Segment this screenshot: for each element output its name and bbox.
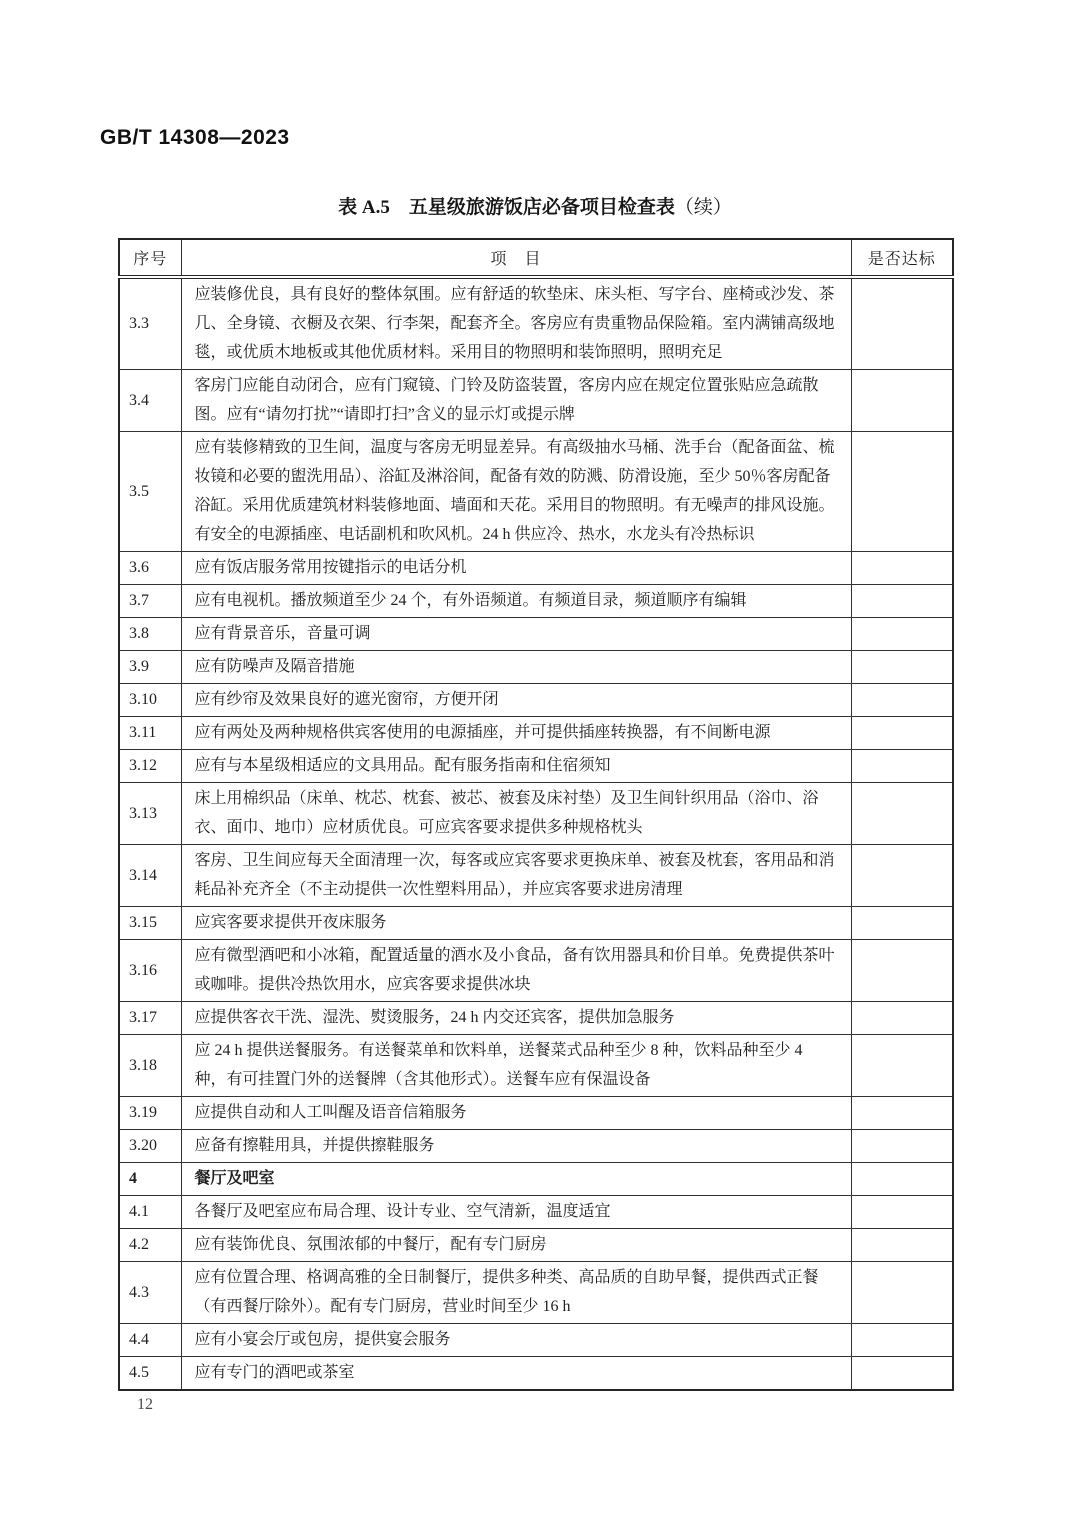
row-status-cell <box>851 1229 953 1262</box>
row-number: 3.20 <box>119 1130 181 1163</box>
row-number: 3.18 <box>119 1035 181 1097</box>
row-status-cell <box>851 1196 953 1229</box>
row-status-cell <box>851 1324 953 1357</box>
table-row <box>119 1229 953 1262</box>
table-row <box>119 277 953 370</box>
table-row <box>119 432 953 552</box>
row-number: 4.3 <box>119 1262 181 1324</box>
table-title-continued-suffix: （续） <box>674 197 732 218</box>
row-item-text: 床上用棉织品（床单、枕芯、枕套、被芯、被套及床衬垫）及卫生间针织用品（浴巾、浴衣、面巾、地巾）应材质优良。可应宾客要求提供多种规格枕头 <box>181 783 851 845</box>
row-status-cell <box>851 277 953 370</box>
row-status-cell <box>851 370 953 432</box>
standard-number: GB/T 14308—2023 <box>100 126 290 149</box>
row-item-text: 应宾客要求提供开夜床服务 <box>181 907 851 940</box>
row-status-cell <box>851 907 953 940</box>
table-row <box>119 783 953 845</box>
row-item-text: 客房、卫生间应每天全面清理一次，每客或应宾客要求更换床单、被套及枕套，客用品和消耗品补充齐全（不主动提供一次性塑料用品），并应宾客要求进房清理 <box>181 845 851 907</box>
table-row <box>119 1324 953 1357</box>
table-row <box>119 1163 953 1196</box>
row-number: 3.12 <box>119 750 181 783</box>
table-row <box>119 1002 953 1035</box>
row-item-text: 应 24 h 提供送餐服务。有送餐菜单和饮料单，送餐菜式品种至少 8 种，饮料品种至少 4 种，有可挂置门外的送餐牌（含其他形式）。送餐车应有保温设备 <box>181 1035 851 1097</box>
row-status-cell <box>851 1163 953 1196</box>
table-row <box>119 1130 953 1163</box>
row-status-cell <box>851 717 953 750</box>
row-item-text: 应有背景音乐，音量可调 <box>181 618 851 651</box>
row-item-text: 餐厅及吧室 <box>181 1163 851 1196</box>
row-item-text: 应有位置合理、格调高雅的全日制餐厅，提供多种类、高品质的自助早餐，提供西式正餐（有西餐厅除外）。配有专门厨房，营业时间至少 16 h <box>181 1262 851 1324</box>
row-number: 3.19 <box>119 1097 181 1130</box>
row-status-cell <box>851 1262 953 1324</box>
row-number: 3.13 <box>119 783 181 845</box>
column-header-no: 序号 <box>119 239 181 277</box>
row-status-cell <box>851 1130 953 1163</box>
table-header-row <box>119 239 953 277</box>
table-row <box>119 1035 953 1097</box>
row-item-text: 应有微型酒吧和小冰箱，配置适量的酒水及小食品，备有饮用器具和价目单。免费提供茶叶或咖啡。提供冷热饮用水，应宾客要求提供冰块 <box>181 940 851 1002</box>
table-row <box>119 585 953 618</box>
table-row <box>119 684 953 717</box>
checklist-table <box>118 238 954 1391</box>
row-status-cell <box>851 618 953 651</box>
row-number: 3.7 <box>119 585 181 618</box>
row-number: 3.15 <box>119 907 181 940</box>
row-item-text: 应有与本星级相适应的文具用品。配有服务指南和住宿须知 <box>181 750 851 783</box>
row-item-text: 应有装饰优良、氛围浓郁的中餐厅，配有专门厨房 <box>181 1229 851 1262</box>
row-number: 3.10 <box>119 684 181 717</box>
table-row <box>119 370 953 432</box>
row-item-text: 应有两处及两种规格供宾客使用的电源插座，并可提供插座转换器，有不间断电源 <box>181 717 851 750</box>
column-header-status: 是否达标 <box>851 239 953 277</box>
row-number: 4.5 <box>119 1357 181 1391</box>
row-item-text: 应备有擦鞋用具，并提供擦鞋服务 <box>181 1130 851 1163</box>
checklist-body <box>119 277 953 1390</box>
page-number: 12 <box>137 1396 153 1413</box>
row-item-text: 应有专门的酒吧或茶室 <box>181 1357 851 1391</box>
row-item-text: 应有小宴会厅或包房，提供宴会服务 <box>181 1324 851 1357</box>
table-row <box>119 1357 953 1391</box>
column-header-item: 项 目 <box>181 239 851 277</box>
table-title <box>118 192 952 219</box>
row-number: 4.2 <box>119 1229 181 1262</box>
row-number: 3.8 <box>119 618 181 651</box>
row-item-text: 应有纱帘及效果良好的遮光窗帘，方便开闭 <box>181 684 851 717</box>
row-item-text: 应提供客衣干洗、湿洗、熨烫服务，24 h 内交还宾客，提供加急服务 <box>181 1002 851 1035</box>
row-item-text: 各餐厅及吧室应布局合理、设计专业、空气清新，温度适宜 <box>181 1196 851 1229</box>
table-row <box>119 907 953 940</box>
row-status-cell <box>851 1357 953 1391</box>
row-number: 3.4 <box>119 370 181 432</box>
row-status-cell <box>851 651 953 684</box>
table-row <box>119 552 953 585</box>
table-row <box>119 940 953 1002</box>
row-item-text: 应有饭店服务常用按键指示的电话分机 <box>181 552 851 585</box>
row-number: 3.14 <box>119 845 181 907</box>
row-number: 4 <box>119 1163 181 1196</box>
table-row <box>119 717 953 750</box>
row-status-cell <box>851 585 953 618</box>
row-status-cell <box>851 750 953 783</box>
table-row <box>119 750 953 783</box>
row-number: 3.16 <box>119 940 181 1002</box>
table-row <box>119 651 953 684</box>
row-item-text: 应有防噪声及隔音措施 <box>181 651 851 684</box>
row-item-text: 客房门应能自动闭合，应有门窥镜、门铃及防盗装置，客房内应在规定位置张贴应急疏散图。应有“请勿打扰”“请即打扫”含义的显示灯或提示牌 <box>181 370 851 432</box>
row-item-text: 应装修优良，具有良好的整体氛围。应有舒适的软垫床、床头柜、写字台、座椅或沙发、茶几、全身镜、衣橱及衣架、行李架，配套齐全。客房应有贵重物品保险箱。室内满铺高级地毯，或优质木地板或其他优质材料。采用目的物照明和装饰照明，照明充足 <box>181 277 851 370</box>
row-number: 3.11 <box>119 717 181 750</box>
table-row <box>119 1196 953 1229</box>
row-item-text: 应有电视机。播放频道至少 24 个，有外语频道。有频道目录，频道顺序有编辑 <box>181 585 851 618</box>
row-status-cell <box>851 432 953 552</box>
row-status-cell <box>851 845 953 907</box>
row-status-cell <box>851 1002 953 1035</box>
row-status-cell <box>851 1097 953 1130</box>
row-status-cell <box>851 684 953 717</box>
table-row <box>119 845 953 907</box>
row-status-cell <box>851 783 953 845</box>
table-row <box>119 618 953 651</box>
row-number: 3.3 <box>119 277 181 370</box>
row-number: 3.9 <box>119 651 181 684</box>
row-number: 3.6 <box>119 552 181 585</box>
row-status-cell <box>851 552 953 585</box>
row-item-text: 应提供自动和人工叫醒及语音信箱服务 <box>181 1097 851 1130</box>
row-number: 3.5 <box>119 432 181 552</box>
row-status-cell <box>851 1035 953 1097</box>
row-number: 4.4 <box>119 1324 181 1357</box>
row-number: 3.17 <box>119 1002 181 1035</box>
table-title-main: 表 A.5 五星级旅游饭店必备项目检查表 <box>338 197 675 218</box>
row-status-cell <box>851 940 953 1002</box>
row-item-text: 应有装修精致的卫生间，温度与客房无明显差异。有高级抽水马桶、洗手台（配备面盆、梳妆镜和必要的盥洗用品）、浴缸及淋浴间，配备有效的防溅、防滑设施，至少 50％客房配备浴缸。采用优质建筑材料装修地面、墙面和天花。采用目的物照明。有无噪声的排风设施。有安全的电源插座、电话副机和吹风机。24 h 供应冷、热水，水龙头有冷热标识 <box>181 432 851 552</box>
row-number: 4.1 <box>119 1196 181 1229</box>
table-row <box>119 1262 953 1324</box>
table-row <box>119 1097 953 1130</box>
